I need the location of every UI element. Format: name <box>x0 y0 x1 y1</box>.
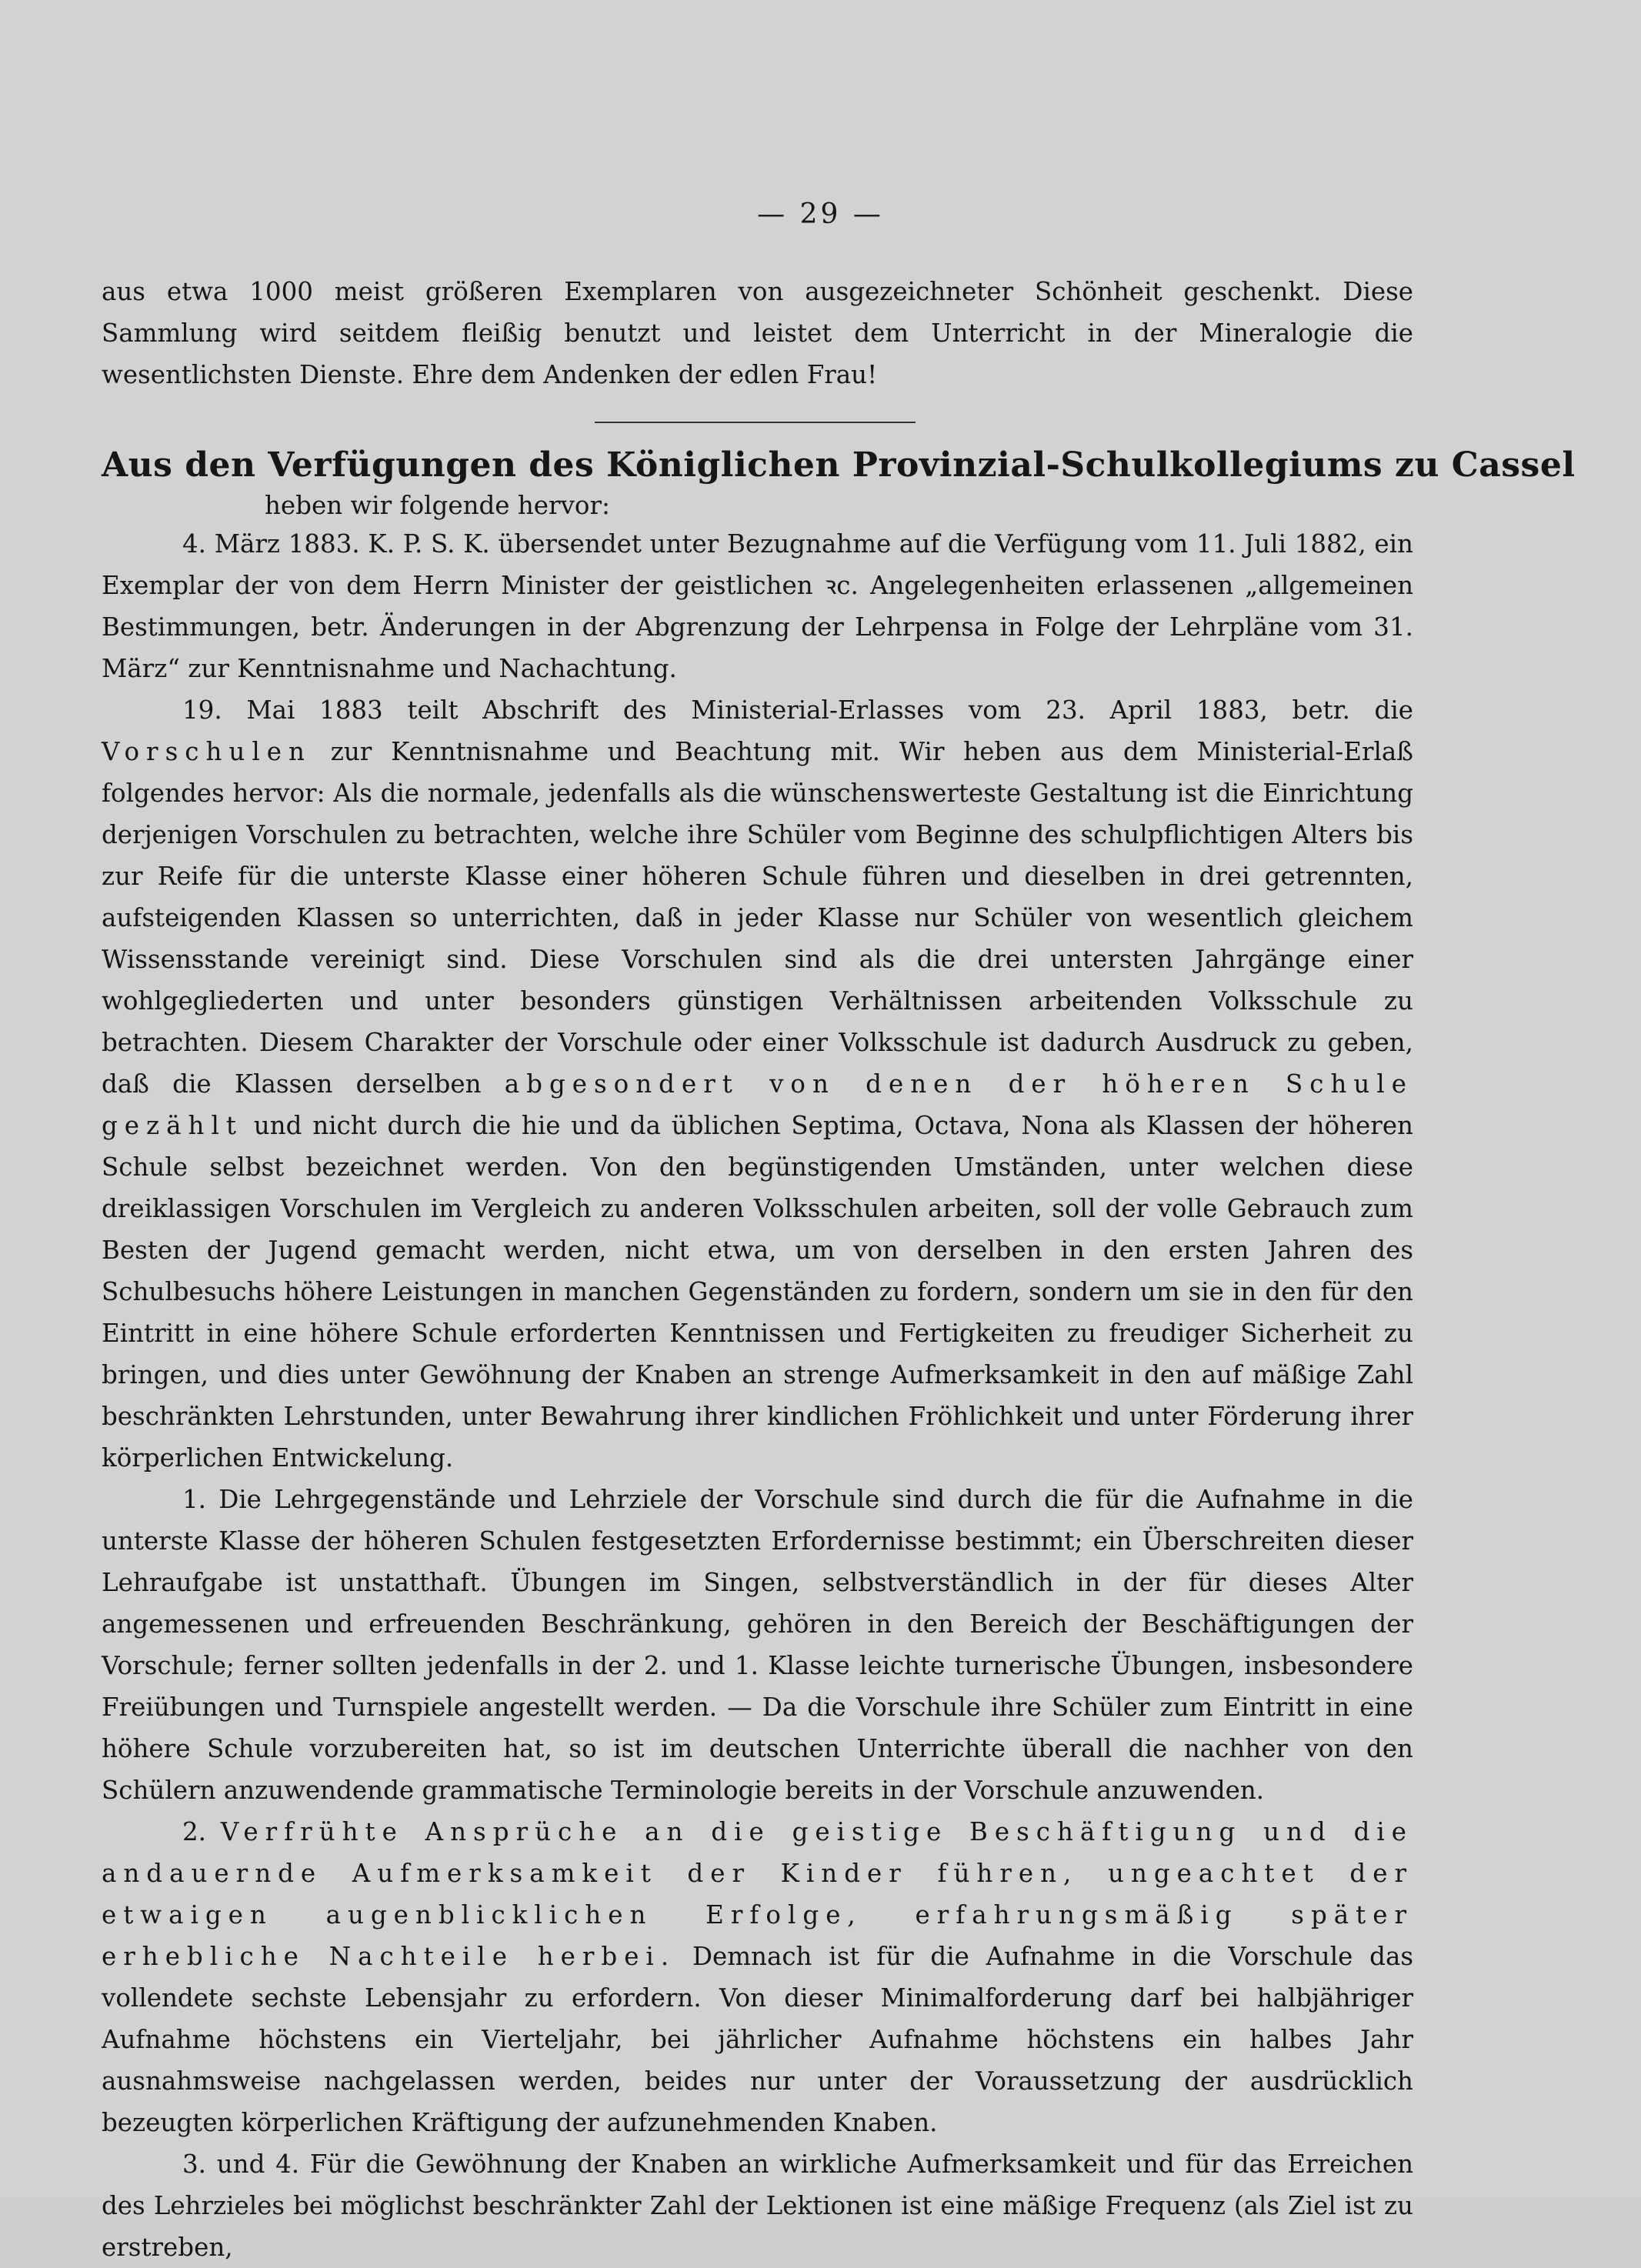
p2-part-c: zur Kenntnisnahme und Beachtung mit. Wir heben aus dem Ministerial-Erlaß folgendes hervor: Als die normale, jedenfalls als die wünschenswerteste Gestaltung ist die Einrichtung derjenigen Vorschulen zu betrachten, welche ihre Schüler vom Beginne des schulpflichtigen Alters bis zur Reife für die unterste Klasse einer höheren Schule führen und dieselben in drei getrennten, aufsteigenden Klassen so unterrichten, daß in jeder Klasse nur Schüler von wesentlich gleichem Wissensstande vereinigt sind. Diese Vorschulen sind als die drei untersten Jahrgänge einer wohlgegliederten und unter besonders günstigen Verhältnissen arbeitenden Volksschule zu betrachten. Diesem Charakter der Vorschule oder einer Volksschule ist dadurch Ausdruck zu geben, daß die Klassen derselben <box>102 737 1413 1099</box>
section-divider <box>595 422 916 423</box>
paragraph-item-2 <box>102 1811 1413 2143</box>
p4-part-a: 2. <box>182 1817 221 1846</box>
p4-part-c: Demnach ist für die Aufnahme in die Vorschule das vollendete sechste Lebensjahr zu erfordern. Von dieser Minimalforderung darf bei halbjähriger Aufnahme höchstens ein Vierteljahr, bei jährlicher Aufnahme höchstens ein halbes Jahr ausnahmsweise nachgelassen werden, beides nur unter der Voraussetzung der ausdrücklich bezeugten körperlichen Kräftigung der aufzunehmenden Knaben. <box>102 1942 1413 2137</box>
p2-emphasis-vorschulen: Vorschulen <box>102 737 312 766</box>
page-number: — 29 — <box>757 198 884 230</box>
paragraph-item-1: 1. Die Lehrgegenstände und Lehrziele der Vorschule sind durch die für die Aufnahme in die unterste Klasse der höheren Schulen festgesetzten Erfordernisse bestimmt; ein Überschreiten dieser Lehraufgabe ist unstatthaft. Übungen im Singen, selbstverständlich in der für dieses Alter angemessenen und erfreuenden Beschränkung, gehören in den Bereich der Beschäftigungen der Vorschule; ferner sollten jedenfalls in der 2. und 1. Klasse leichte turnerische Übungen, insbesondere Freiübungen und Turnspiele angestellt werden. — Da die Vorschule ihre Schüler zum Eintritt in eine höhere Schule vorzubereiten hat, so ist im deutschen Unterrichte überall die nachher von den Schülern anzuwendende grammatische Terminologie bereits in der Vorschule anzuwenden. <box>102 1485 1413 1805</box>
continuation-text: aus etwa 1000 meist größeren Exemplaren von ausgezeichneter Schönheit geschenkt. Diese Sammlung wird seitdem fleißig benutzt und leistet dem Unterricht in der Mineralogie die wesentlichsten Dienste. Ehre dem Andenken der edlen Frau! <box>102 277 1413 389</box>
paragraph-march-1883: 4. März 1883. K. P. S. K. übersendet unter Bezugnahme auf die Verfügung vom 11. Juli 1882, ein Exemplar der von dem Herrn Minister der geistlichen ꝛc. Angelegenheiten erlassenen „allgemeinen Bestimmungen, betr. Änderungen in der Abgrenzung der Lehrpensa in Folge der Lehrpläne vom 31. März“ zur Kenntnisnahme und Nachachtung. <box>102 529 1413 683</box>
p2-emphasis-abgesondert: abgesondert von denen der höheren Schule gezählt <box>102 1069 1413 1140</box>
p2-part-a: 19. Mai 1883 teilt Abschrift des Ministerial-Erlasses vom 23. April 1883, betr. die <box>182 695 1413 725</box>
section-subheading: heben wir folgende hervor: <box>265 491 610 520</box>
paragraph-item-3-4: 3. und 4. Für die Gewöhnung der Knaben an wirkliche Aufmerksamkeit und für das Erreichen des Lehrzieles bei möglichst beschränkter Zahl der Lektionen ist eine mäßige Frequenz (als Ziel ist zu erstreben, <box>102 2150 1413 2262</box>
section-heading: Aus den Verfügungen des Königlichen Provinzial-Schulkollegiums zu Cassel <box>102 445 1576 485</box>
p2-part-e: und nicht durch die hie und da üblichen Septima, Octava, Nona als Klassen der höheren Schule selbst bezeichnet werden. Von den begünstigenden Umständen, unter welchen diese dreiklassigen Vorschulen im Vergleich zu anderen Volksschulen arbeiten, soll der volle Gebrauch zum Besten der Jugend gemacht werden, nicht etwa, um von derselben in den ersten Jahren des Schulbesuchs höhere Leistungen in manchen Gegenständen zu fordern, sondern um sie in den für den Eintritt in eine höhere Schule erforderten Kenntnissen und Fertigkeiten zu freudiger Sicherheit zu bringen, und dies unter Gewöhnung der Knaben an strenge Aufmerksamkeit in den auf mäßige Zahl beschränkten Lehrstunden, unter Bewahrung ihrer kindlichen Fröhlichkeit und unter Förderung ihrer körperlichen Entwickelung. <box>102 1111 1413 1473</box>
paragraph-may-1883 <box>102 689 1413 1479</box>
main-text <box>102 523 1413 2268</box>
continuation-paragraph <box>102 271 1413 395</box>
p4-emphasis: Verfrühte Ansprüche an die geistige Beschäftigung und die andauernde Aufmerksamkeit der Kinder führen, ungeachtet der etwaigen augenblicklichen Erfolge, erfahrungsmäßig später erhebliche Nachteile herbei. <box>102 1817 1414 1971</box>
